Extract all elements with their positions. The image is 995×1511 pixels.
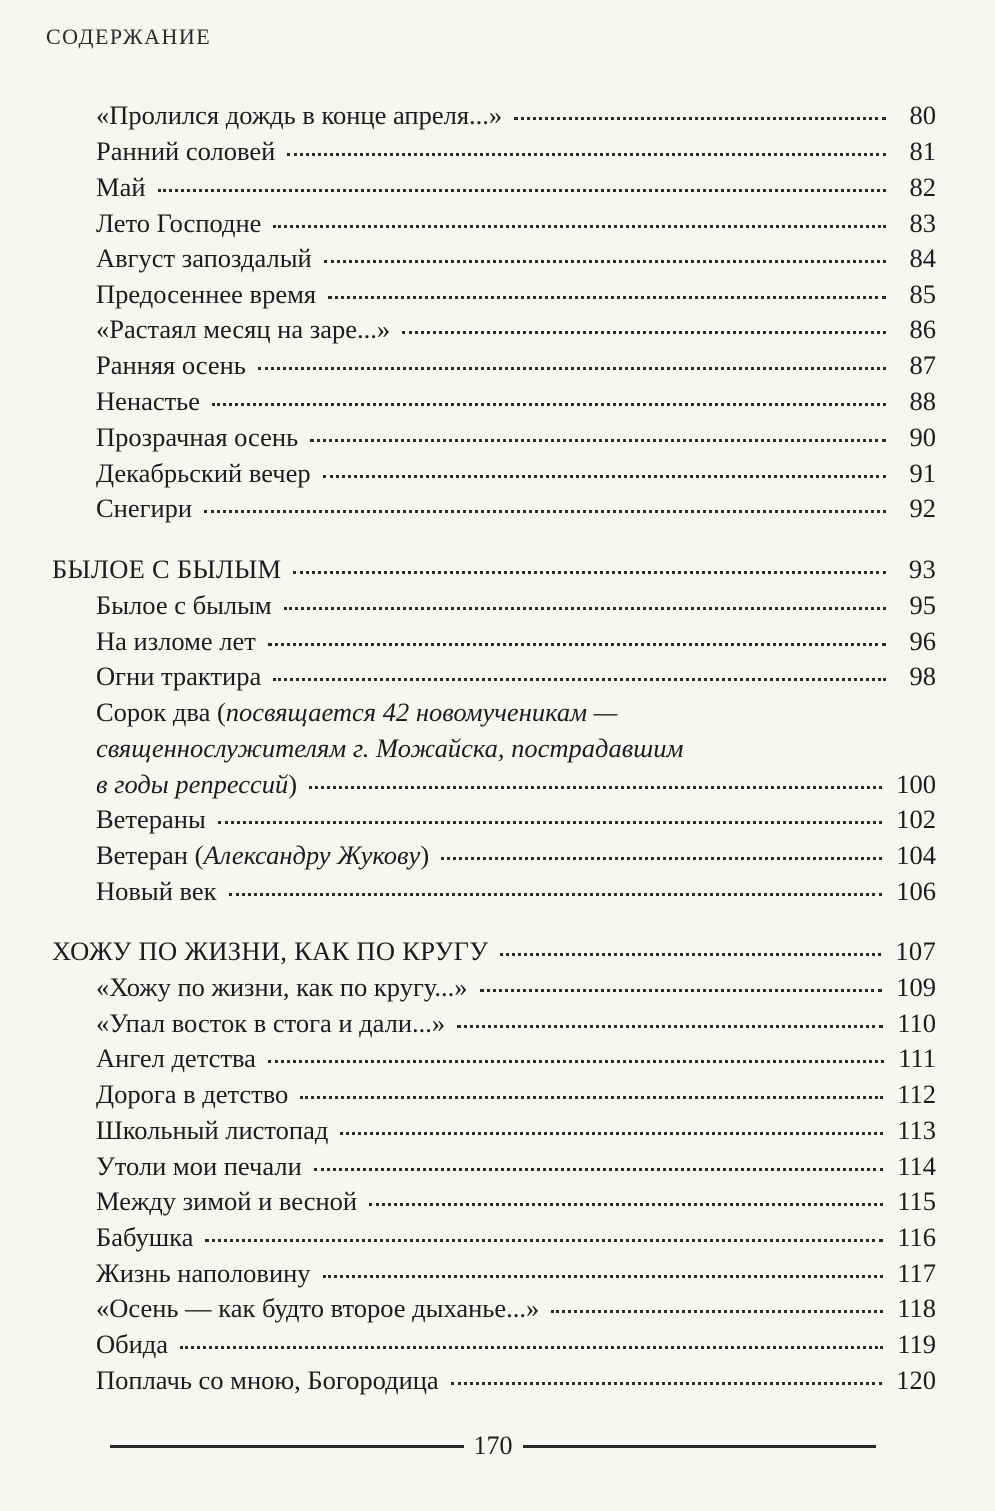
toc-entry (96, 873, 936, 909)
toc-entry-page: 119 (897, 1329, 936, 1359)
leader-dots (514, 116, 886, 120)
toc-entry-title: Былое с былым (96, 590, 272, 620)
leader-dots (480, 988, 883, 992)
page-footer (110, 1426, 876, 1466)
toc-entry-title: Август запоздалый (96, 243, 312, 273)
toc-entry-page: 102 (896, 804, 936, 834)
toc-entry-dedication: Александру Жукову (203, 840, 421, 870)
toc-entry-title: Снегири (96, 493, 193, 523)
toc-entry-title: Школьный листопад (96, 1115, 329, 1145)
toc-entry (96, 240, 936, 276)
toc-entry (96, 311, 936, 347)
leader-dots (402, 330, 886, 334)
toc-entry-title: Огни трактира (96, 661, 262, 691)
toc-entry-dedication: в годы репрессий (96, 769, 289, 799)
toc-entry (96, 1362, 936, 1398)
toc-entry-page: 109 (896, 972, 936, 1002)
toc-section (52, 933, 936, 969)
toc-entry-title: Ангел детства (96, 1043, 256, 1073)
leader-dots (551, 1309, 883, 1313)
leader-dots (284, 606, 886, 610)
toc-entry-page: 84 (909, 243, 936, 273)
leader-dots (268, 1059, 884, 1063)
leader-dots (300, 1095, 883, 1099)
leader-dots (500, 952, 881, 956)
toc-entry-page: 115 (897, 1186, 936, 1216)
toc-entry-page: 83 (909, 208, 936, 238)
toc-entry-page: 88 (909, 386, 936, 416)
toc-entry (96, 97, 936, 133)
toc-entry (96, 969, 936, 1005)
toc-entry (96, 1219, 936, 1255)
toc-entry (96, 133, 936, 169)
toc-entry-title: Ветераны (96, 804, 206, 834)
toc-section-title: ХОЖУ ПО ЖИЗНИ, КАК ПО КРУГУ (52, 936, 489, 966)
toc-entry-title: Обида (96, 1329, 169, 1359)
toc-entry-page: 104 (896, 840, 936, 870)
toc-entry-page: 113 (897, 1115, 936, 1145)
toc-entry-title: Поплачь со мною, Богородица (96, 1365, 439, 1395)
leader-dots (310, 438, 886, 442)
toc-entry-page: 117 (897, 1258, 936, 1288)
toc-entry (96, 1005, 936, 1041)
toc-entry (96, 490, 936, 526)
toc-entry (96, 1148, 936, 1184)
toc-entry-title: Ранний соловей (96, 136, 276, 166)
leader-dots (324, 259, 886, 263)
toc-entry-title: «Осень — как будто второе дыханье...» (96, 1293, 540, 1323)
toc-entry-page: 82 (909, 172, 936, 202)
leader-dots (314, 1167, 883, 1171)
toc-entry-title: На изломе лет (96, 626, 256, 656)
leader-dots (441, 856, 882, 860)
footer-rule-right (523, 1445, 877, 1448)
toc-entry-page: 116 (897, 1222, 936, 1252)
toc-entry-title: Жизнь наполовину (96, 1258, 311, 1288)
leader-dots (457, 1024, 883, 1028)
toc-entry-title: Лето Господне (96, 208, 262, 238)
toc-entry-title: Утоли мои печали (96, 1151, 302, 1181)
toc-entry-title: Декабрьский вечер (96, 458, 311, 488)
toc-entry (96, 658, 936, 694)
leader-dots (451, 1381, 883, 1385)
toc-entry-page: 80 (909, 100, 936, 130)
toc-entry-title: Ветеран ( (96, 840, 204, 870)
toc-entry-title: Прозрачная осень (96, 422, 299, 452)
toc-entry (96, 419, 936, 455)
toc-entry (96, 276, 936, 312)
footer-rule-left (110, 1445, 464, 1448)
leader-dots (309, 785, 882, 789)
leader-dots (218, 820, 882, 824)
toc-entry-page: 86 (909, 314, 936, 344)
toc-entry-title: «Растаял месяц на заре...» (96, 314, 391, 344)
toc-entry (96, 1040, 936, 1076)
toc-entry (96, 383, 936, 419)
toc-entry-title: Новый век (96, 876, 217, 906)
toc-entry-page: 118 (897, 1293, 936, 1323)
toc-entry (96, 169, 936, 205)
leader-dots (229, 892, 883, 896)
toc-entry (96, 205, 936, 241)
leader-dots (273, 677, 886, 681)
toc-entry (96, 766, 936, 802)
leader-dots (180, 1345, 883, 1349)
toc-entry-title: «Пролился дождь в конце апреля...» (96, 100, 503, 130)
leader-dots (323, 474, 886, 478)
toc-entry (96, 347, 936, 383)
toc-entry-page: 85 (909, 279, 936, 309)
toc-entry (96, 1183, 936, 1219)
toc-entry (96, 455, 936, 491)
toc-entry-page: 120 (896, 1365, 936, 1395)
toc-entry (96, 1112, 936, 1148)
toc-entry (96, 1326, 936, 1362)
toc-entry (96, 801, 936, 837)
toc-entry-title: Предосеннее время (96, 279, 317, 309)
leader-dots (340, 1131, 883, 1135)
leader-dots (268, 642, 886, 646)
toc-entry-title: Ненастье (96, 386, 201, 416)
toc-section-page: 107 (895, 936, 936, 966)
toc-entry-title: «Хожу по жизни, как по кругу...» (96, 972, 468, 1002)
toc-entry-title: Между зимой и весной (96, 1186, 358, 1216)
toc-entry-page: 106 (896, 876, 936, 906)
toc-entry (96, 587, 936, 623)
toc-entry-page: 96 (909, 626, 936, 656)
toc-entry-page: 100 (896, 769, 936, 799)
toc-entry (96, 623, 936, 659)
toc-section (52, 551, 936, 587)
leader-dots (204, 509, 886, 513)
leader-dots (205, 1238, 883, 1242)
toc-section-page: 93 (908, 554, 936, 584)
toc-entry-page: 114 (897, 1151, 936, 1181)
toc-entry (96, 1290, 936, 1326)
toc-entry-title: Дорога в детство (96, 1079, 289, 1109)
toc-entry (96, 1076, 936, 1112)
toc-entry-page: 81 (909, 136, 936, 166)
toc-entry-page: 90 (909, 422, 936, 452)
toc-entry-page: 110 (897, 1008, 936, 1038)
toc-entry-page: 92 (909, 493, 936, 523)
toc-entry (96, 1255, 936, 1291)
leader-dots (323, 1274, 884, 1278)
leader-dots (158, 188, 886, 192)
toc-section-title: БЫЛОЕ С БЫЛЫМ (52, 554, 282, 584)
leader-dots (212, 402, 886, 406)
toc-entry-page: 98 (909, 661, 936, 691)
toc-entry-paren: ) (288, 769, 298, 799)
toc-entry-multiline (96, 694, 936, 766)
toc-entry-title: Май (96, 172, 146, 202)
page-number: 170 (473, 1431, 513, 1460)
toc-entry-page: 95 (909, 590, 936, 620)
toc-entry-page: 87 (909, 350, 936, 380)
toc-entry-title: Сорок два ( (96, 697, 226, 727)
toc-entry-page: 91 (909, 458, 936, 488)
leader-dots (273, 224, 886, 228)
toc-entry-dedication: священнослужителям г. Можайска, пострадавшим (96, 733, 684, 763)
toc-entry-title: Бабушка (96, 1222, 194, 1252)
leader-dots (293, 570, 886, 574)
page-header: СОДЕРЖАНИЕ (46, 24, 212, 49)
toc-entry-page: 111 (898, 1043, 936, 1073)
leader-dots (369, 1202, 883, 1206)
toc-entry-title: Ранняя осень (96, 350, 246, 380)
toc-entry-title: «Упал восток в стога и дали...» (96, 1008, 446, 1038)
leader-dots (328, 295, 886, 299)
leader-dots (287, 152, 886, 156)
toc-entry-page: 112 (897, 1079, 936, 1109)
leader-dots (258, 366, 886, 370)
toc-entry-paren: ) (420, 840, 430, 870)
toc-entry (96, 837, 936, 873)
toc-entry-dedication: посвящается 42 новомученикам — (225, 697, 618, 727)
